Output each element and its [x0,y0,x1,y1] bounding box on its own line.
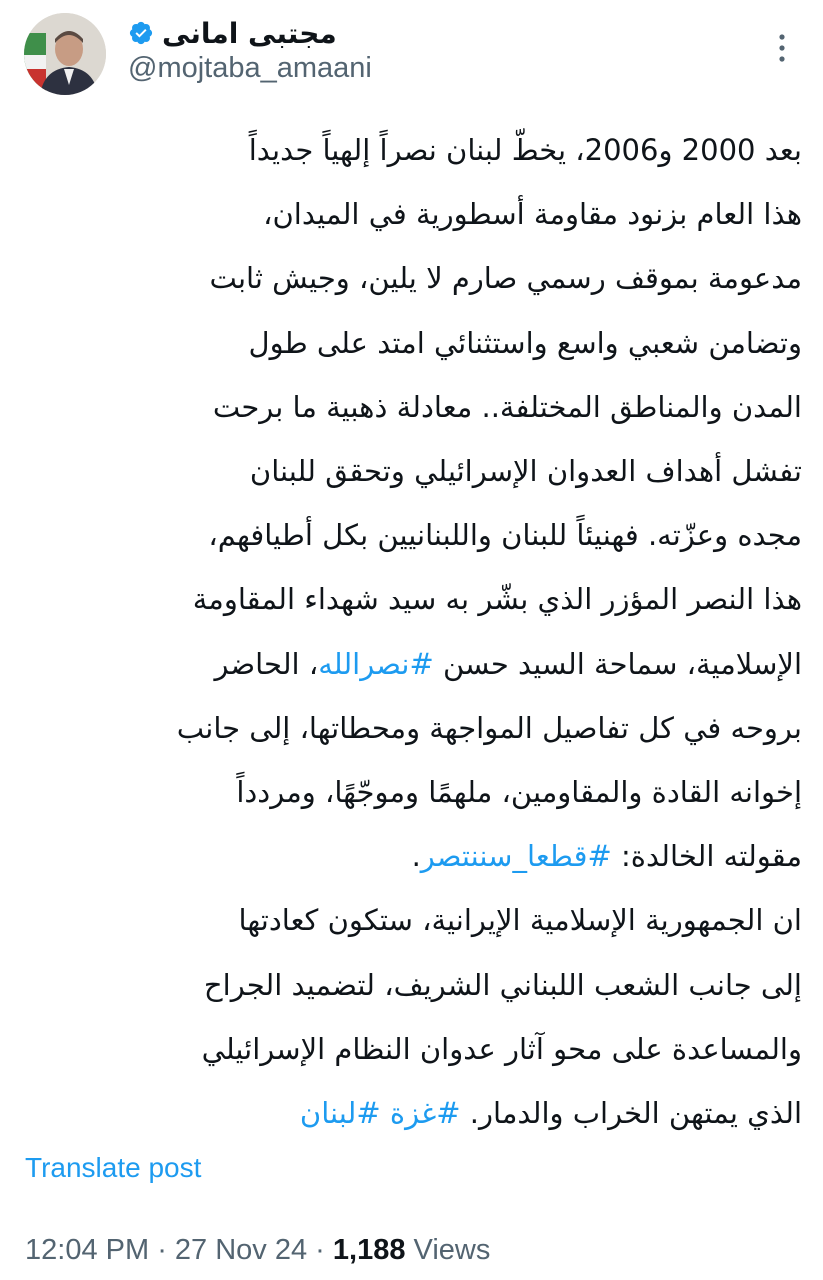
post-text-segment: والمساعدة على محو آثار عدوان النظام الإسرائيلي [201,1031,802,1066]
post-text-segment: . [411,839,421,874]
post-text-segment: بعد 2000 و2006، يخطّ لبنان نصراً إلهياً جديداً [248,133,802,167]
meta-separator: · [307,1234,333,1266]
author-avatar[interactable] [24,13,106,95]
post-text-segment: ، الحاضر [214,646,319,681]
views-label: Views [413,1234,491,1266]
post-text-segment: مدعومة بموقف رسمي صارم لا يلين، وجيش ثابت [209,261,802,296]
post-text-segment: بروحه في كل تفاصيل المواجهة ومحطاتها، إلى جانب [176,710,802,745]
post-text-segment [381,1096,390,1130]
post-time[interactable]: 12:04 PM [25,1234,150,1266]
more-options-button[interactable] [762,28,802,68]
author-name-row[interactable] [128,12,337,54]
post-text-line [20,375,802,439]
post-text-segment: الإسلامية، سماحة السيد حسن [433,646,802,681]
post-text-segment: ان الجمهورية الإسلامية الإيرانية، ستكون كعادتها [238,903,802,938]
verified-badge-icon [128,20,154,46]
author-handle[interactable]: @mojtaba_amaani [128,52,372,84]
post-text [20,118,802,1145]
post-text-segment: مجده وعزّته. فهنيئاً للبنان واللبنانيين بكل أطيافهم، [208,518,802,553]
hashtag-link[interactable]: #لبنان [299,1096,381,1131]
post-text-segment: هذا النصر المؤزر الذي بشّر به سيد شهداء المقاومة [192,582,802,617]
more-options-icon [777,33,787,63]
hashtag-link[interactable]: #نصرالله [318,646,434,681]
post-header [0,0,823,100]
meta-separator: · [149,1234,175,1266]
hashtag-link[interactable]: #قطعا_سننتصر [420,839,612,874]
profile-photo-icon [24,13,106,95]
hashtag-link[interactable]: #غزة [389,1096,461,1131]
post-text-segment: هذا العام بزنود مقاومة أسطورية في الميدان، [263,197,802,232]
post-text-line [20,567,802,631]
post-text-line [20,696,802,760]
post-text-line [20,824,802,888]
post-text-line [20,632,802,696]
post-text-line [20,888,802,952]
post-text-line [20,118,802,182]
post-text-line [20,311,802,375]
views-count: 1,188 [332,1234,406,1266]
post-text-line [20,1081,802,1145]
post-text-segment: المدن والمناطق المختلفة.. معادلة ذهبية ما برحت [212,389,802,424]
post-date[interactable]: 27 Nov 24 [174,1234,308,1266]
post-text-segment: إخوانه القادة والمقاومين، ملهمًا وموجّهًا، ومردداً [236,775,802,810]
post-metadata [25,1234,490,1267]
post-text-line [20,182,802,246]
post-text-line [20,246,802,310]
post-text-segment: تفشل أهداف العدوان الإسرائيلي وتحقق للبنان [249,454,802,489]
post-text-line [20,1017,802,1081]
author-display-name[interactable]: مجتبی امانی [162,16,337,50]
post-text-segment: إلى جانب الشعب اللبناني الشريف، لتضميد الجراح [203,967,802,1002]
post-text-segment: مقولته الخالدة: [611,839,802,874]
translate-post-link[interactable]: Translate post [25,1152,202,1183]
post-text-line [20,503,802,567]
post-text-segment: وتضامن شعبي واسع واستثنائي امتد على طول [248,325,802,360]
post-text-line [20,439,802,503]
post-text-line [20,953,802,1017]
post-text-line [20,760,802,824]
post-text-segment: الذي يمتهن الخراب والدمار. [460,1096,802,1131]
